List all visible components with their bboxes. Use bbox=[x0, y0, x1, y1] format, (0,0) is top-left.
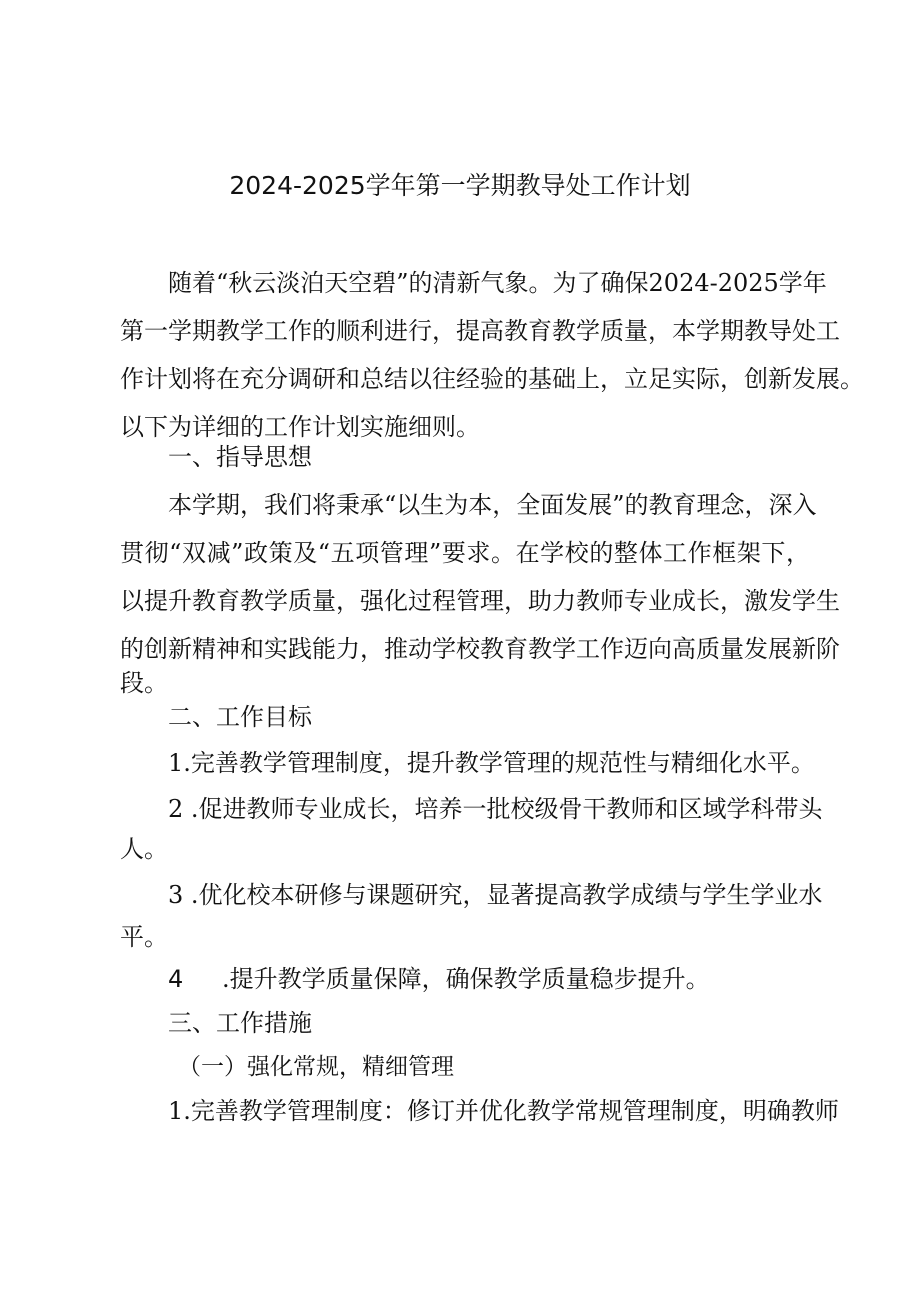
section1-line-4: 的创新精神和实践能力，推动学校教育教学工作迈向高质量发展新阶 bbox=[120, 635, 840, 663]
goal-item-2-line-1: 2 .促进教师专业成长，培养一批校级骨干教师和区域学科带头 bbox=[168, 795, 823, 823]
section1-line-2: 贯彻“双减”政策及“五项管理”要求。在学校的整体工作框架下， bbox=[120, 539, 810, 567]
section-heading-work-goals: 二、工作目标 bbox=[168, 703, 312, 731]
intro-line-3: 作计划将在充分调研和总结以往经验的基础上，立足实际，创新发展。 bbox=[120, 365, 864, 393]
goal-item-2-line-2: 人。 bbox=[120, 835, 168, 863]
section-heading-guiding-ideology: 一、指导思想 bbox=[168, 443, 312, 471]
section1-line-3: 以提升教育教学质量，强化过程管理，助力教师专业成长，激发学生 bbox=[120, 587, 840, 615]
intro-line-2: 第一学期教学工作的顺利进行，提高教育教学质量，本学期教导处工 bbox=[120, 317, 840, 345]
section1-line-5: 段。 bbox=[120, 669, 168, 697]
goal-item-3-line-2: 平。 bbox=[120, 923, 168, 951]
intro-line-1: 随着“秋云淡泊天空碧”的清新气象。为了确保2024-2025学年 bbox=[168, 269, 827, 297]
goal-item-1: 1.完善教学管理制度，提升教学管理的规范性与精细化水平。 bbox=[168, 749, 815, 777]
section-heading-work-measures: 三、工作措施 bbox=[168, 1009, 312, 1037]
intro-line-4: 以下为详细的工作计划实施细则。 bbox=[120, 413, 480, 441]
goal-item-4-number: 4 bbox=[168, 965, 184, 993]
document-title: 2024-2025学年第一学期教导处工作计划 bbox=[229, 171, 691, 200]
goal-item-4-text: .提升教学质量保障，确保教学质量稳步提升。 bbox=[222, 965, 710, 993]
measure-item-1-line-1: 1.完善教学管理制度：修订并优化教学常规管理制度，明确教师 bbox=[168, 1097, 839, 1125]
goal-item-3-line-1: 3 .优化校本研修与课题研究，显著提高教学成绩与学生学业水 bbox=[168, 881, 823, 909]
subsection-heading-strengthen-routine: （一）强化常规，精细管理 bbox=[178, 1054, 454, 1080]
section1-line-1: 本学期，我们将秉承“以生为本，全面发展”的教育理念，深入 bbox=[168, 491, 817, 519]
